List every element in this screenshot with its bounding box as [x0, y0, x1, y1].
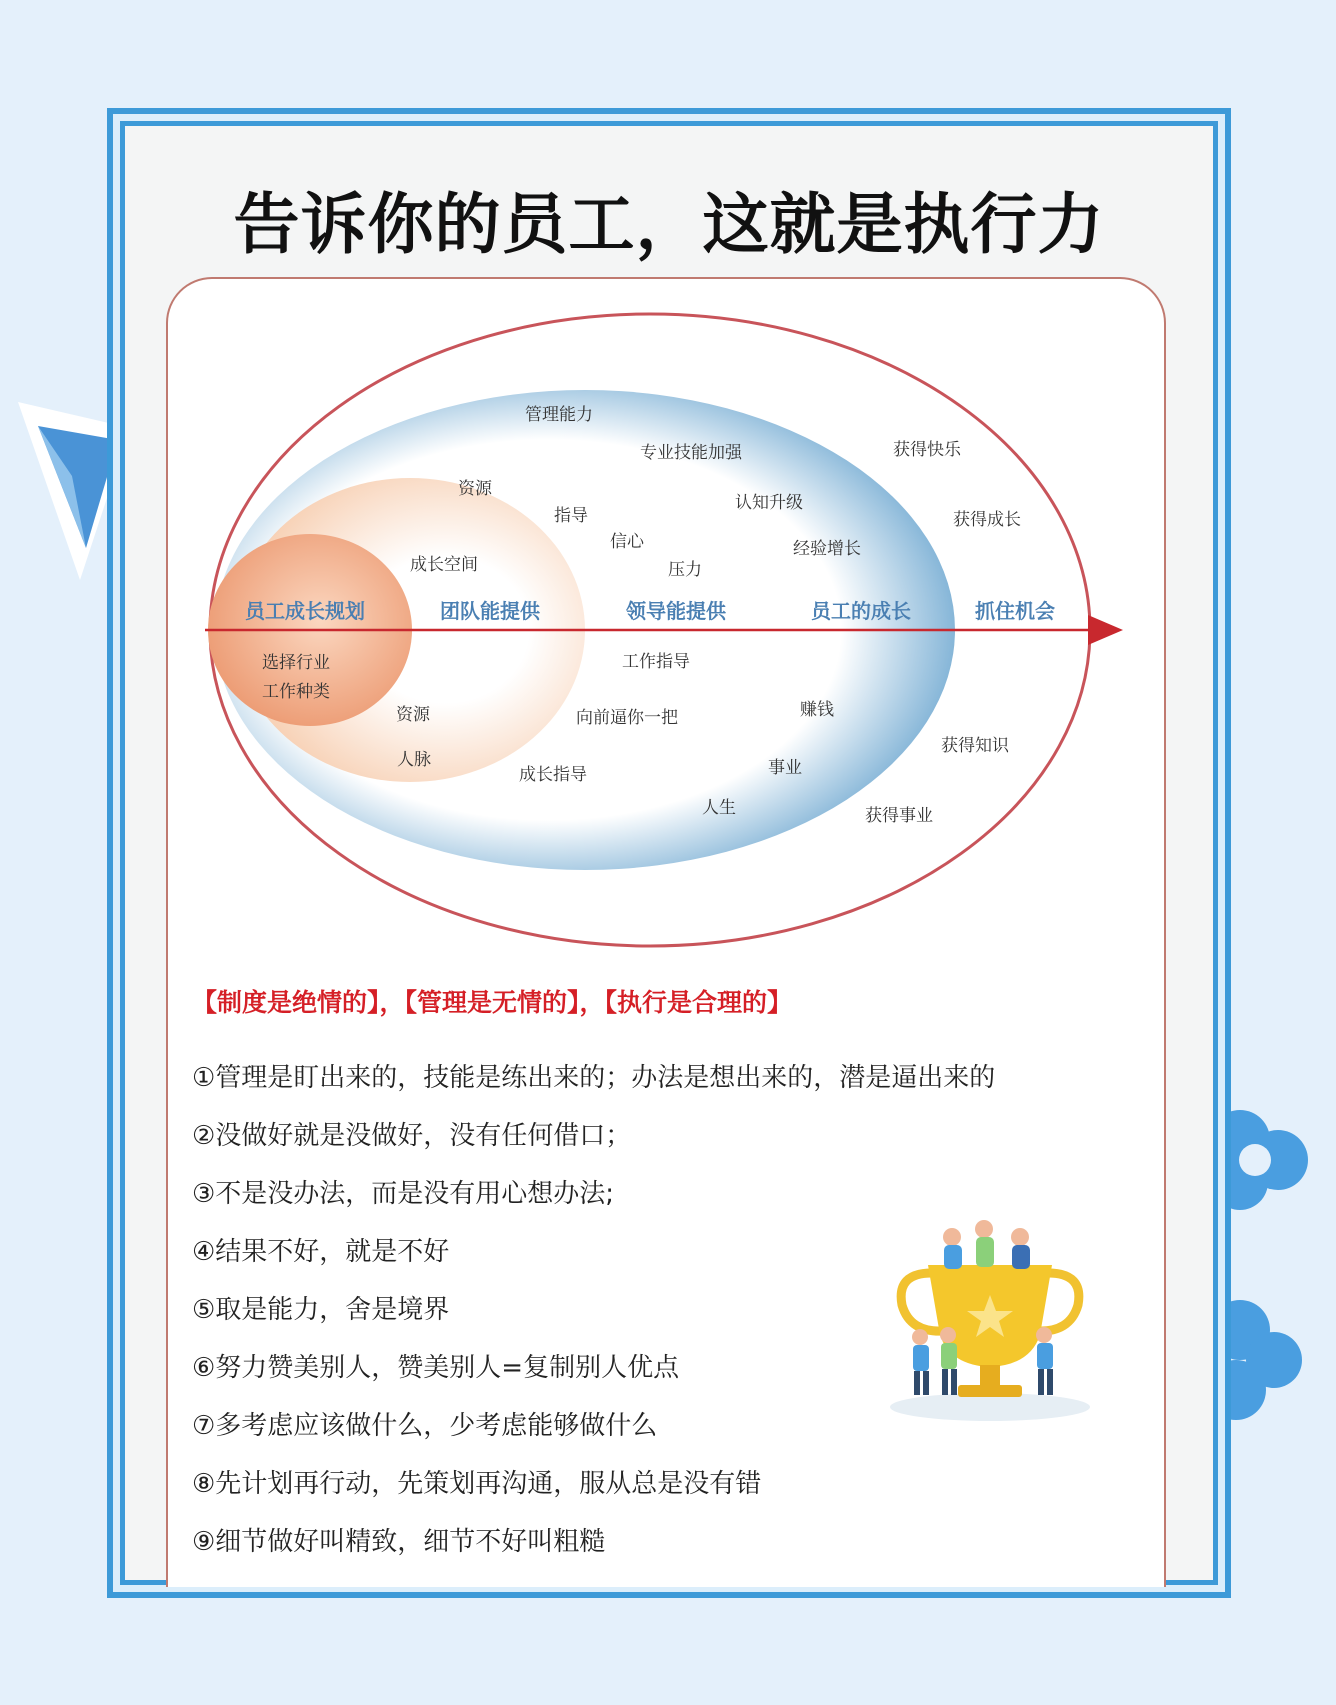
label-choose-industry: 选择行业 — [262, 653, 330, 673]
trophy-team-icon — [880, 1215, 1100, 1425]
label-cognition-upgrade: 认知升级 — [735, 493, 803, 513]
rule-item: ①管理是盯出来的，技能是练出来的；办法是想出来的，潜是逼出来的 — [192, 1063, 996, 1093]
rule-item: ③不是没办法，而是没有用心想办法; — [192, 1179, 615, 1209]
header-team: 团队能提供 — [440, 599, 540, 623]
label-skill-strengthen: 专业技能加强 — [640, 443, 742, 463]
header-growth: 员工的成长 — [811, 599, 911, 623]
label-gain-knowledge: 获得知识 — [941, 736, 1009, 756]
label-gain-happiness: 获得快乐 — [893, 440, 961, 460]
label-push-forward: 向前逼你一把 — [576, 708, 678, 728]
rule-item: ⑦多考虑应该做什么，少考虑能够做什么 — [192, 1411, 658, 1441]
rule-item: ⑧先计划再行动，先策划再沟通，服从总是没有错 — [192, 1469, 762, 1499]
rule-item: ⑤取是能力，舍是境界 — [192, 1295, 450, 1325]
label-experience-growth: 经验增长 — [793, 539, 861, 559]
label-growth-space: 成长空间 — [410, 555, 478, 575]
label-guidance: 指导 — [554, 506, 588, 526]
rule-item: ④结果不好，就是不好 — [192, 1237, 450, 1267]
label-pressure: 压力 — [668, 560, 702, 580]
label-connections: 人脉 — [397, 750, 431, 770]
header-plan: 员工成长规划 — [245, 599, 365, 623]
principles-headline: 【制度是绝情的】，【管理是无情的】，【执行是合理的】 — [192, 988, 793, 1017]
label-gain-career: 获得事业 — [865, 806, 933, 826]
label-resources-bottom: 资源 — [396, 705, 430, 725]
header-leader: 领导能提供 — [626, 599, 726, 623]
label-management-ability: 管理能力 — [525, 405, 593, 425]
label-work-guidance: 工作指导 — [622, 652, 690, 672]
label-growth-guidance: 成长指导 — [519, 765, 587, 785]
label-resources-top: 资源 — [458, 479, 492, 499]
label-gain-growth: 获得成长 — [953, 510, 1021, 530]
label-job-type: 工作种类 — [262, 682, 330, 702]
page-title: 告诉你的员工，这就是执行力 — [233, 186, 1105, 263]
rule-item: ②没做好就是没做好，没有任何借口； — [192, 1121, 632, 1151]
label-career: 事业 — [768, 758, 802, 778]
rule-item: ⑥努力赞美别人，赞美别人=复制别人优点 — [192, 1353, 680, 1383]
label-confidence: 信心 — [610, 532, 644, 552]
label-earn-money: 赚钱 — [800, 700, 834, 720]
rule-item: ⑨细节做好叫精致，细节不好叫粗糙 — [192, 1527, 606, 1557]
header-opportunity: 抓住机会 — [975, 599, 1055, 623]
label-life: 人生 — [702, 798, 736, 818]
